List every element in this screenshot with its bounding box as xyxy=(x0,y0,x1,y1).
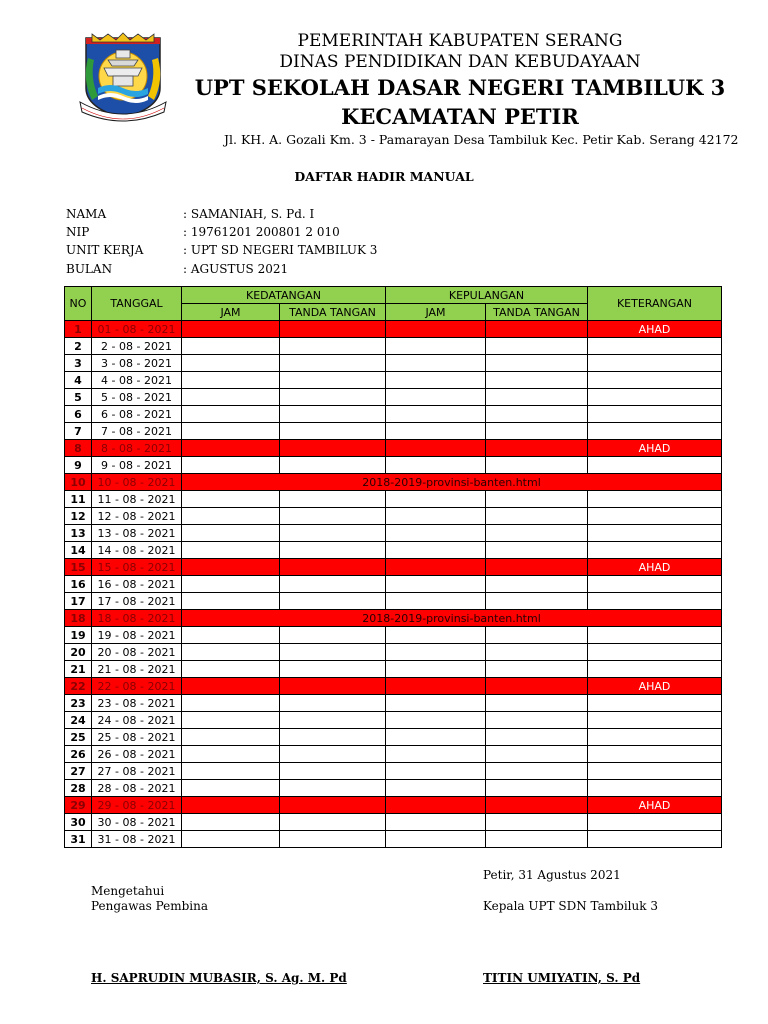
row-keterangan xyxy=(588,457,722,474)
row-keterangan xyxy=(588,644,722,661)
cell-ttd-datang xyxy=(280,763,386,780)
info-label: UNIT KERJA xyxy=(66,243,144,257)
table-row-holiday xyxy=(65,610,722,627)
row-date: 15 - 08 - 2021 xyxy=(92,559,182,576)
table-row xyxy=(65,508,722,525)
info-row xyxy=(66,207,314,221)
cell-ttd-datang xyxy=(280,695,386,712)
sig-left-name: H. SAPRUDIN MUBASIR, S. Ag. M. Pd xyxy=(91,971,347,985)
cell-ttd-datang xyxy=(280,712,386,729)
cell-jam-datang xyxy=(182,406,280,423)
sig-left-line2: Pengawas Pembina xyxy=(91,899,209,913)
cell-jam-datang xyxy=(182,559,280,576)
cell-jam-datang xyxy=(182,797,280,814)
row-number: 22 xyxy=(65,678,92,695)
cell-ttd-pulang xyxy=(486,661,588,678)
row-number: 2 xyxy=(65,338,92,355)
cell-jam-pulang xyxy=(386,695,486,712)
cell-jam-pulang xyxy=(386,576,486,593)
row-keterangan xyxy=(588,763,722,780)
place-date: Petir, 31 Agustus 2021 xyxy=(483,868,621,882)
row-keterangan xyxy=(588,423,722,440)
table-row xyxy=(65,355,722,372)
cell-ttd-datang xyxy=(280,440,386,457)
cell-jam-pulang xyxy=(386,661,486,678)
cell-ttd-pulang xyxy=(486,797,588,814)
cell-jam-pulang xyxy=(386,644,486,661)
cell-ttd-pulang xyxy=(486,338,588,355)
col-header-kepulangan: KEPULANGAN xyxy=(386,287,588,304)
cell-ttd-datang xyxy=(280,525,386,542)
row-keterangan xyxy=(588,695,722,712)
cell-jam-pulang xyxy=(386,593,486,610)
cell-ttd-datang xyxy=(280,355,386,372)
cell-jam-datang xyxy=(182,423,280,440)
table-row xyxy=(65,525,722,542)
row-date: 24 - 08 - 2021 xyxy=(92,712,182,729)
cell-jam-datang xyxy=(182,746,280,763)
cell-ttd-pulang xyxy=(486,763,588,780)
table-row xyxy=(65,406,722,423)
table-row xyxy=(65,814,722,831)
row-keterangan: AHAD xyxy=(588,559,722,576)
cell-jam-datang xyxy=(182,440,280,457)
row-keterangan xyxy=(588,355,722,372)
row-date: 8 - 08 - 2021 xyxy=(92,440,182,457)
row-date: 9 - 08 - 2021 xyxy=(92,457,182,474)
col-header-kedatangan: KEDATANGAN xyxy=(182,287,386,304)
row-date: 01 - 08 - 2021 xyxy=(92,321,182,338)
row-keterangan xyxy=(588,525,722,542)
table-row xyxy=(65,457,722,474)
kabupaten-serang-logo xyxy=(78,30,168,122)
info-value: : AGUSTUS 2021 xyxy=(183,262,289,276)
cell-jam-pulang xyxy=(386,389,486,406)
row-keterangan xyxy=(588,593,722,610)
col-header-tanggal: TANGGAL xyxy=(92,287,182,321)
info-value: : UPT SD NEGERI TAMBILUK 3 xyxy=(183,243,378,257)
row-number: 6 xyxy=(65,406,92,423)
table-row-holiday xyxy=(65,678,722,695)
cell-ttd-datang xyxy=(280,593,386,610)
cell-jam-pulang xyxy=(386,712,486,729)
table-row xyxy=(65,729,722,746)
row-note: 2018-2019-provinsi-banten.html xyxy=(182,610,722,627)
cell-jam-pulang xyxy=(386,814,486,831)
cell-ttd-pulang xyxy=(486,321,588,338)
row-number: 3 xyxy=(65,355,92,372)
row-date: 11 - 08 - 2021 xyxy=(92,491,182,508)
row-keterangan xyxy=(588,661,722,678)
row-keterangan: AHAD xyxy=(588,797,722,814)
cell-jam-pulang xyxy=(386,797,486,814)
cell-ttd-pulang xyxy=(486,508,588,525)
row-date: 19 - 08 - 2021 xyxy=(92,627,182,644)
cell-ttd-pulang xyxy=(486,729,588,746)
cell-jam-datang xyxy=(182,338,280,355)
header-district: KECAMATAN PETIR xyxy=(341,104,579,129)
row-number: 19 xyxy=(65,627,92,644)
cell-jam-datang xyxy=(182,389,280,406)
cell-ttd-datang xyxy=(280,321,386,338)
row-number: 8 xyxy=(65,440,92,457)
cell-jam-datang xyxy=(182,763,280,780)
row-keterangan: AHAD xyxy=(588,440,722,457)
cell-jam-pulang xyxy=(386,372,486,389)
table-row xyxy=(65,712,722,729)
row-date: 2 - 08 - 2021 xyxy=(92,338,182,355)
cell-ttd-datang xyxy=(280,423,386,440)
row-date: 28 - 08 - 2021 xyxy=(92,780,182,797)
cell-jam-datang xyxy=(182,508,280,525)
row-keterangan xyxy=(588,712,722,729)
cell-ttd-pulang xyxy=(486,491,588,508)
row-keterangan xyxy=(588,372,722,389)
cell-jam-datang xyxy=(182,491,280,508)
cell-jam-datang xyxy=(182,627,280,644)
cell-ttd-pulang xyxy=(486,372,588,389)
cell-jam-datang xyxy=(182,542,280,559)
cell-ttd-pulang xyxy=(486,695,588,712)
row-number: 30 xyxy=(65,814,92,831)
table-row xyxy=(65,695,722,712)
cell-ttd-datang xyxy=(280,814,386,831)
page-title: DAFTAR HADIR MANUAL xyxy=(294,169,474,184)
cell-ttd-datang xyxy=(280,406,386,423)
col-header-jam-pulang: JAM xyxy=(386,304,486,321)
row-date: 26 - 08 - 2021 xyxy=(92,746,182,763)
row-date: 10 - 08 - 2021 xyxy=(92,474,182,491)
row-date: 29 - 08 - 2021 xyxy=(92,797,182,814)
row-keterangan xyxy=(588,780,722,797)
cell-ttd-datang xyxy=(280,389,386,406)
row-number: 24 xyxy=(65,712,92,729)
cell-ttd-datang xyxy=(280,746,386,763)
table-row-holiday xyxy=(65,797,722,814)
table-row xyxy=(65,627,722,644)
cell-ttd-datang xyxy=(280,627,386,644)
info-label: NIP xyxy=(66,225,90,239)
table-row xyxy=(65,644,722,661)
row-keterangan: AHAD xyxy=(588,321,722,338)
cell-jam-pulang xyxy=(386,780,486,797)
sig-right-name: TITIN UMIYATIN, S. Pd xyxy=(483,971,641,985)
cell-ttd-pulang xyxy=(486,576,588,593)
cell-jam-pulang xyxy=(386,423,486,440)
table-row-holiday xyxy=(65,559,722,576)
row-keterangan: AHAD xyxy=(588,678,722,695)
cell-jam-pulang xyxy=(386,525,486,542)
cell-ttd-pulang xyxy=(486,712,588,729)
cell-ttd-pulang xyxy=(486,780,588,797)
cell-jam-datang xyxy=(182,576,280,593)
cell-ttd-datang xyxy=(280,372,386,389)
row-date: 25 - 08 - 2021 xyxy=(92,729,182,746)
row-number: 12 xyxy=(65,508,92,525)
cell-ttd-datang xyxy=(280,457,386,474)
row-note: 2018-2019-provinsi-banten.html xyxy=(182,474,722,491)
row-keterangan xyxy=(588,729,722,746)
info-row xyxy=(66,262,288,276)
cell-ttd-pulang xyxy=(486,525,588,542)
row-date: 14 - 08 - 2021 xyxy=(92,542,182,559)
cell-jam-pulang xyxy=(386,627,486,644)
col-header-no: NO xyxy=(65,287,92,321)
header-address: Jl. KH. A. Gozali Km. 3 - Pamarayan Desa Tambiluk Kec. Petir Kab. Serang 42172 xyxy=(224,132,739,147)
row-keterangan xyxy=(588,814,722,831)
cell-ttd-datang xyxy=(280,661,386,678)
row-number: 17 xyxy=(65,593,92,610)
table-row xyxy=(65,389,722,406)
info-row xyxy=(66,225,340,239)
row-keterangan xyxy=(588,338,722,355)
row-date: 5 - 08 - 2021 xyxy=(92,389,182,406)
table-row xyxy=(65,542,722,559)
row-number: 10 xyxy=(65,474,92,491)
cell-jam-datang xyxy=(182,729,280,746)
cell-ttd-pulang xyxy=(486,678,588,695)
table-row-holiday xyxy=(65,474,722,491)
row-date: 22 - 08 - 2021 xyxy=(92,678,182,695)
row-date: 7 - 08 - 2021 xyxy=(92,423,182,440)
cell-jam-datang xyxy=(182,321,280,338)
cell-jam-datang xyxy=(182,372,280,389)
row-number: 25 xyxy=(65,729,92,746)
cell-jam-pulang xyxy=(386,508,486,525)
cell-ttd-pulang xyxy=(486,746,588,763)
row-number: 20 xyxy=(65,644,92,661)
table-row xyxy=(65,831,722,848)
info-value: : 19761201 200801 2 010 xyxy=(183,225,340,239)
cell-jam-datang xyxy=(182,525,280,542)
row-date: 4 - 08 - 2021 xyxy=(92,372,182,389)
cell-ttd-datang xyxy=(280,678,386,695)
sig-right-line: Kepala UPT SDN Tambiluk 3 xyxy=(483,899,658,913)
cell-ttd-pulang xyxy=(486,644,588,661)
cell-ttd-datang xyxy=(280,491,386,508)
cell-ttd-pulang xyxy=(486,593,588,610)
cell-ttd-datang xyxy=(280,644,386,661)
cell-jam-datang xyxy=(182,678,280,695)
row-date: 27 - 08 - 2021 xyxy=(92,763,182,780)
cell-ttd-pulang xyxy=(486,355,588,372)
table-row xyxy=(65,593,722,610)
row-date: 17 - 08 - 2021 xyxy=(92,593,182,610)
row-number: 5 xyxy=(65,389,92,406)
cell-jam-pulang xyxy=(386,678,486,695)
row-keterangan xyxy=(588,831,722,848)
row-number: 31 xyxy=(65,831,92,848)
cell-jam-pulang xyxy=(386,491,486,508)
cell-ttd-datang xyxy=(280,508,386,525)
cell-ttd-pulang xyxy=(486,814,588,831)
row-keterangan xyxy=(588,576,722,593)
header-government: PEMERINTAH KABUPATEN SERANG xyxy=(297,31,623,51)
row-date: 21 - 08 - 2021 xyxy=(92,661,182,678)
cell-ttd-datang xyxy=(280,831,386,848)
cell-jam-pulang xyxy=(386,763,486,780)
cell-jam-pulang xyxy=(386,406,486,423)
cell-jam-datang xyxy=(182,457,280,474)
attendance-table xyxy=(64,286,722,848)
cell-jam-datang xyxy=(182,355,280,372)
table-row xyxy=(65,372,722,389)
row-date: 23 - 08 - 2021 xyxy=(92,695,182,712)
cell-ttd-datang xyxy=(280,780,386,797)
table-row xyxy=(65,576,722,593)
row-number: 21 xyxy=(65,661,92,678)
table-row xyxy=(65,661,722,678)
cell-ttd-datang xyxy=(280,542,386,559)
row-number: 26 xyxy=(65,746,92,763)
col-header-keterangan: KETERANGAN xyxy=(588,287,722,321)
row-number: 14 xyxy=(65,542,92,559)
header-department: DINAS PENDIDIKAN DAN KEBUDAYAAN xyxy=(279,52,641,72)
row-number: 7 xyxy=(65,423,92,440)
cell-jam-pulang xyxy=(386,457,486,474)
row-number: 9 xyxy=(65,457,92,474)
cell-jam-pulang xyxy=(386,338,486,355)
cell-ttd-pulang xyxy=(486,627,588,644)
cell-jam-datang xyxy=(182,780,280,797)
cell-ttd-datang xyxy=(280,559,386,576)
row-number: 18 xyxy=(65,610,92,627)
cell-jam-datang xyxy=(182,661,280,678)
table-row xyxy=(65,780,722,797)
cell-ttd-pulang xyxy=(486,440,588,457)
row-date: 12 - 08 - 2021 xyxy=(92,508,182,525)
row-number: 23 xyxy=(65,695,92,712)
row-date: 3 - 08 - 2021 xyxy=(92,355,182,372)
row-keterangan xyxy=(588,508,722,525)
cell-ttd-pulang xyxy=(486,542,588,559)
row-keterangan xyxy=(588,491,722,508)
row-date: 30 - 08 - 2021 xyxy=(92,814,182,831)
row-number: 28 xyxy=(65,780,92,797)
cell-ttd-pulang xyxy=(486,559,588,576)
table-row xyxy=(65,338,722,355)
row-keterangan xyxy=(588,542,722,559)
header-school: UPT SEKOLAH DASAR NEGERI TAMBILUK 3 xyxy=(194,75,726,100)
cell-jam-pulang xyxy=(386,831,486,848)
cell-ttd-datang xyxy=(280,729,386,746)
row-number: 27 xyxy=(65,763,92,780)
cell-jam-pulang xyxy=(386,542,486,559)
row-number: 16 xyxy=(65,576,92,593)
row-date: 13 - 08 - 2021 xyxy=(92,525,182,542)
info-value: : SAMANIAH, S. Pd. I xyxy=(183,207,315,221)
sig-left-line1: Mengetahui xyxy=(91,884,165,898)
col-header-ttd-datang: TANDA TANGAN xyxy=(280,304,386,321)
table-row-holiday xyxy=(65,440,722,457)
cell-jam-datang xyxy=(182,695,280,712)
col-header-jam-datang: JAM xyxy=(182,304,280,321)
row-date: 16 - 08 - 2021 xyxy=(92,576,182,593)
cell-jam-pulang xyxy=(386,355,486,372)
row-number: 29 xyxy=(65,797,92,814)
info-label: BULAN xyxy=(66,262,113,276)
cell-jam-pulang xyxy=(386,559,486,576)
row-keterangan xyxy=(588,406,722,423)
cell-ttd-pulang xyxy=(486,831,588,848)
cell-jam-pulang xyxy=(386,746,486,763)
cell-ttd-datang xyxy=(280,576,386,593)
info-row xyxy=(66,243,377,257)
row-keterangan xyxy=(588,627,722,644)
row-number: 15 xyxy=(65,559,92,576)
table-row xyxy=(65,763,722,780)
row-date: 20 - 08 - 2021 xyxy=(92,644,182,661)
cell-ttd-pulang xyxy=(486,406,588,423)
cell-ttd-pulang xyxy=(486,389,588,406)
cell-ttd-datang xyxy=(280,338,386,355)
row-number: 11 xyxy=(65,491,92,508)
cell-ttd-pulang xyxy=(486,423,588,440)
cell-jam-pulang xyxy=(386,321,486,338)
row-date: 6 - 08 - 2021 xyxy=(92,406,182,423)
cell-jam-pulang xyxy=(386,729,486,746)
table-row-holiday xyxy=(65,321,722,338)
table-row xyxy=(65,746,722,763)
row-number: 13 xyxy=(65,525,92,542)
info-label: NAMA xyxy=(66,207,107,221)
row-number: 4 xyxy=(65,372,92,389)
cell-jam-datang xyxy=(182,814,280,831)
cell-ttd-pulang xyxy=(486,457,588,474)
cell-ttd-datang xyxy=(280,797,386,814)
cell-jam-pulang xyxy=(386,440,486,457)
table-row xyxy=(65,491,722,508)
row-keterangan xyxy=(588,746,722,763)
cell-jam-datang xyxy=(182,593,280,610)
cell-jam-datang xyxy=(182,712,280,729)
cell-jam-datang xyxy=(182,644,280,661)
row-keterangan xyxy=(588,389,722,406)
row-date: 31 - 08 - 2021 xyxy=(92,831,182,848)
row-number: 1 xyxy=(65,321,92,338)
row-date: 18 - 08 - 2021 xyxy=(92,610,182,627)
cell-jam-datang xyxy=(182,831,280,848)
table-row xyxy=(65,423,722,440)
col-header-ttd-pulang: TANDA TANGAN xyxy=(486,304,588,321)
